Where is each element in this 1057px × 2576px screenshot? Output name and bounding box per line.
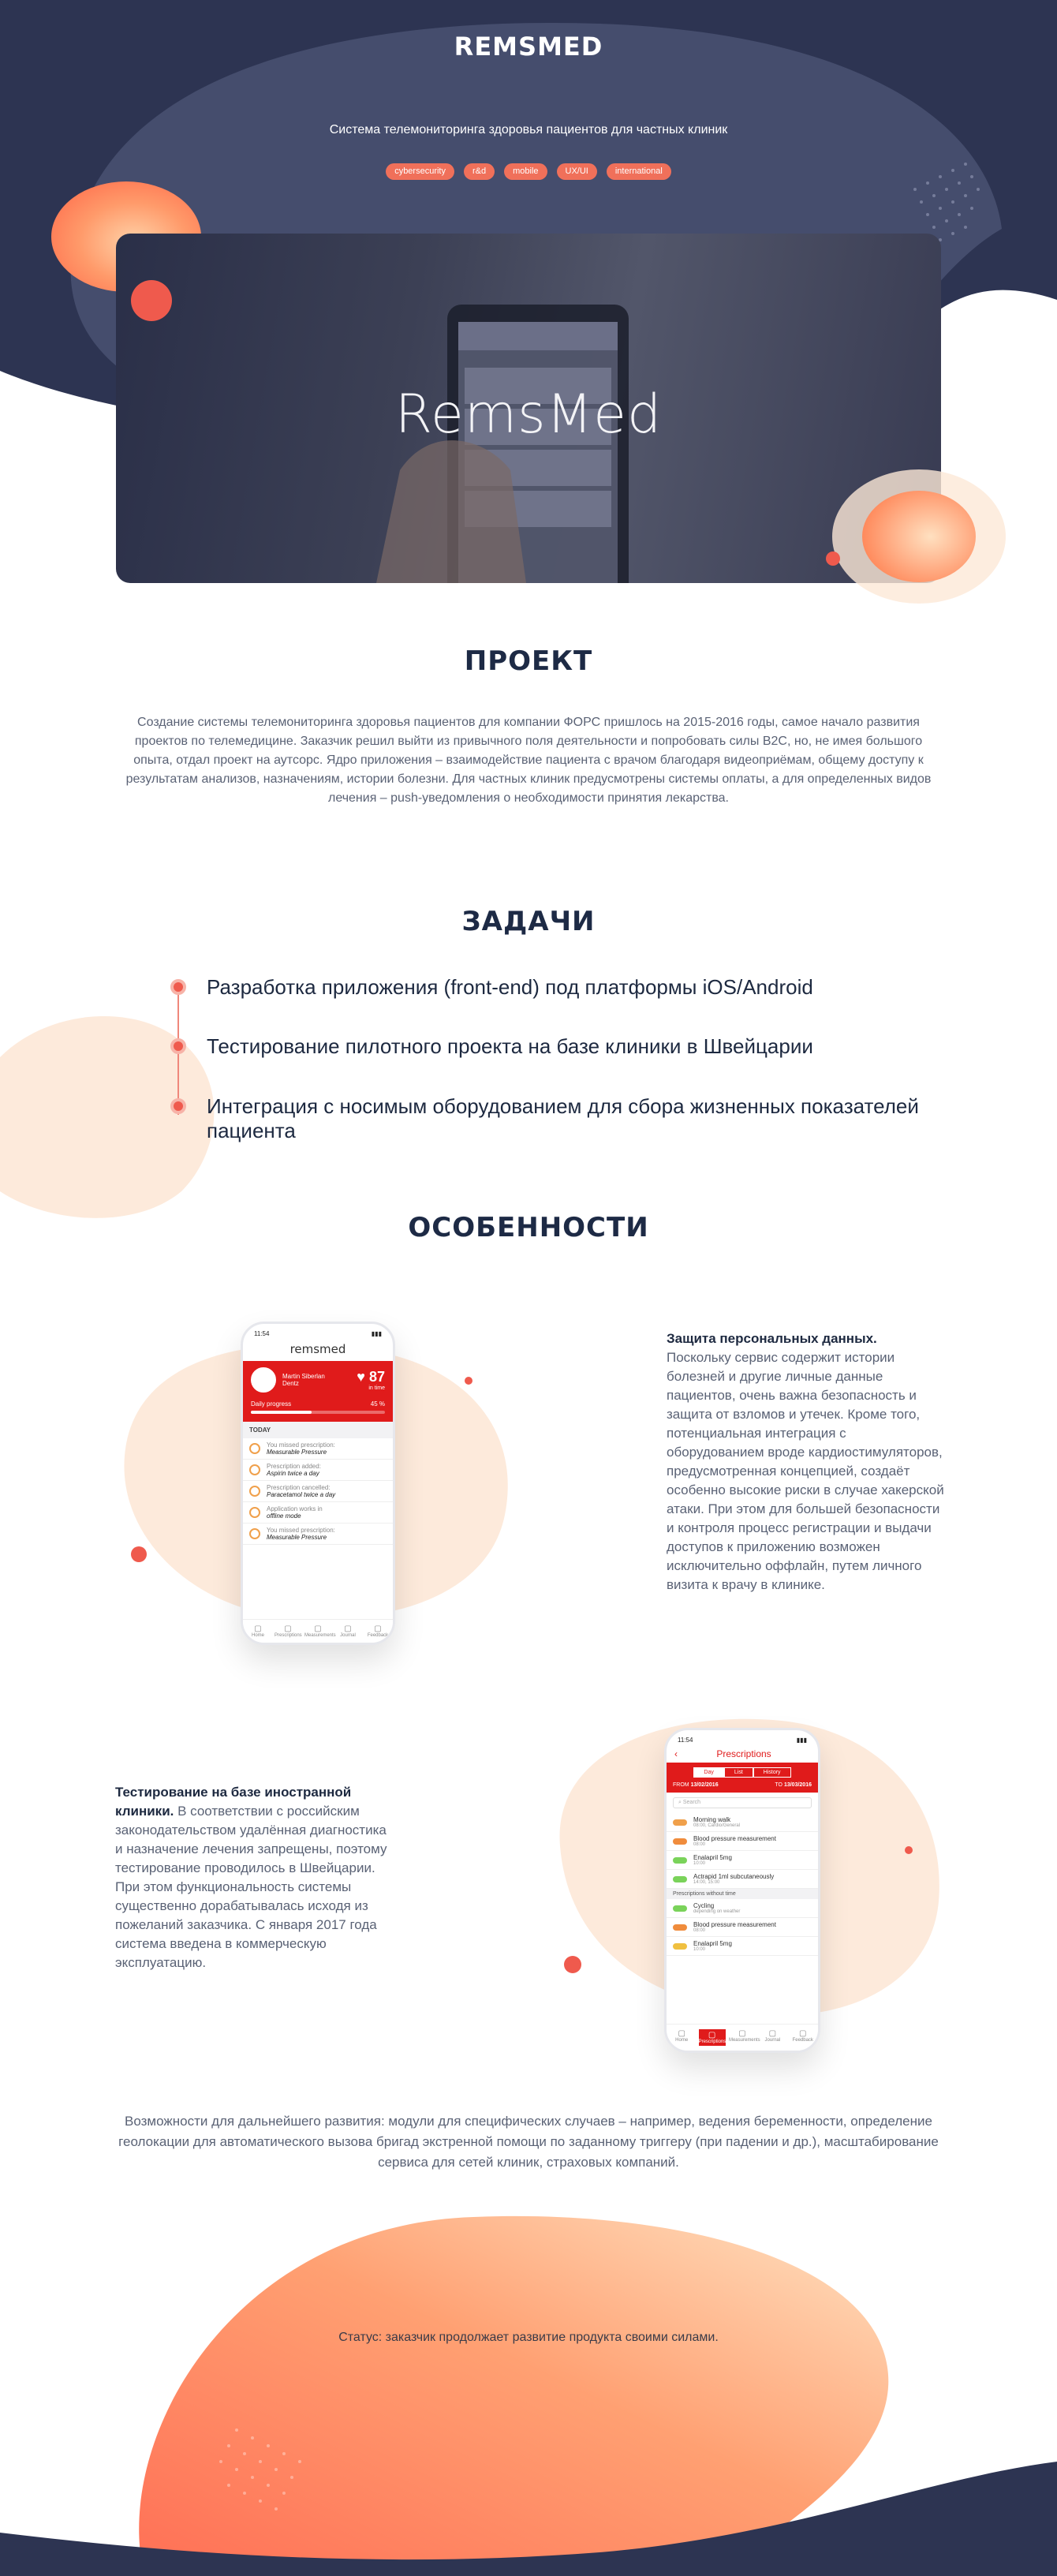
orange-blob-right [820,465,1010,608]
tab-list[interactable]: List [724,1767,753,1778]
pill-icon [673,1876,687,1882]
search-input[interactable] [673,1797,812,1808]
nav-icon: ▢ [678,2029,685,2038]
list-item-title: Enalapril 5mg [693,1854,732,1861]
nav-item-prescriptions[interactable] [275,1624,301,1638]
nav-label: Measurements [304,1633,336,1638]
feature-security [667,1329,947,1595]
status-text: Статус: заказчик продолжает развитие продукта своими силами. [338,2331,719,2344]
list-item-subtitle: Paracetamol twice a day [267,1491,336,1498]
screen-title: Prescriptions [716,1748,771,1759]
hero-image-title: RemsMed [394,383,663,446]
list-item-subtitle: Measurable Pressure [267,1534,327,1541]
list-item-title: You missed prescription: [267,1441,335,1449]
hero-image [116,234,941,583]
nav-item-feedback[interactable] [790,2029,816,2046]
nav-icon: ▢ [284,1624,292,1633]
list-item-subtitle: 14:00, 15:00 [693,1880,720,1885]
feature-security-title: Защита персональных данных. [667,1331,877,1346]
list-item[interactable] [667,1851,818,1870]
nav-label: Journal [764,2038,781,2043]
task-text: Тестирование пилотного проекта на базе клиники в Швейцарии [207,1034,813,1058]
to-label: TO [775,1782,782,1788]
list-item-title: Prescription added: [267,1463,321,1470]
phone-mockup-prescriptions [664,1728,820,2053]
list-item-title: Application works in [267,1505,323,1512]
clock-icon [249,1528,260,1539]
list-item[interactable] [667,1870,818,1889]
clock-icon [249,1486,260,1497]
tag-cybersecurity[interactable]: cybersecurity [386,163,454,180]
list-item-subtitle: 08:00 [693,1842,706,1847]
nav-label: Feedback [367,1633,389,1638]
nav-label: Prescriptions [698,2039,726,2044]
nav-item-home[interactable] [668,2029,695,2046]
progress-fill [251,1411,312,1414]
list-item-subtitle: Measurable Pressure [267,1449,327,1456]
tab-history[interactable]: History [753,1767,791,1778]
list-item[interactable] [243,1502,393,1524]
task-bullet [170,1098,186,1114]
list-item[interactable] [243,1524,393,1545]
clock-icon [249,1443,260,1454]
progress-value: 45 % [370,1400,385,1408]
avatar [251,1367,276,1393]
hero-subtitle: Система телемониторинга здоровья пациентов для частных клиник [329,123,728,136]
nav-item-feedback[interactable] [364,1624,391,1638]
tag-ux-ui[interactable]: UX/UI [557,163,597,180]
nav-icon: ▢ [374,1624,382,1633]
task-item [170,975,959,1000]
nav-item-journal[interactable] [759,2029,786,2046]
tag-rnd[interactable]: r&d [464,163,495,180]
from-date[interactable]: 13/02/2016 [690,1782,719,1788]
list-item[interactable] [667,1899,818,1918]
list-item[interactable] [243,1460,393,1481]
project-title: ПРОЕКТ [464,645,593,677]
nav-icon: ▢ [314,1624,322,1633]
nav-icon: ▢ [768,2029,777,2038]
today-header: TODAY [243,1422,393,1438]
nav-item-measurements[interactable] [728,2029,760,2046]
list-item[interactable] [667,1937,818,1956]
tag-list [0,163,1057,180]
list-item[interactable] [243,1481,393,1502]
project-description: Создание системы телемониторинга здоровья пациентов для компании ФОРС пришлось на 2015-2016 годы, самое начало развития проектов по телемедицине. Заказчик решил выйти из привычного поля деятельности и попробовать силы B2C, но, не имея большого опыта, отдал проект на аутсорс. Ядро приложения – взаимодействие пациента с врачом благодаря видеоприёмам, общему доступу к результатам анализов, назначениям, истории болезни. Для частных клиник предусмотрены системы оплаты, а для определенных видов лечения – push-уведомления о необходимости принятия лекарства. [125,716,932,805]
list-item-subtitle: 10:00 [693,1861,706,1866]
tasks-title: ЗАДАЧИ [461,906,596,937]
nav-label: Home [675,2038,689,2043]
list-item-title: Blood pressure measurement [693,1921,776,1928]
list-item-subtitle: 08:00, Cardio/General [693,1823,741,1828]
bottom-nav [243,1619,393,1643]
pill-icon [673,1838,687,1845]
status-time: 11:54 [678,1737,693,1744]
pill-icon [673,1905,687,1912]
task-item [170,1094,959,1143]
to-date[interactable]: 13/03/2016 [783,1782,812,1788]
pill-icon [673,1857,687,1864]
list-item-title: Morning walk [693,1816,731,1823]
battery-icon: ▮▮▮ [371,1330,382,1337]
clock-icon [249,1507,260,1518]
feature-testing-text: В соответствии с российским законодательством удалённая диагностика и назначение лечения запрещены, поэтому тестирование проводилось в Швейцарии. При этом функциональность системы существенно дорабатывалась исходя из пожеланий заказчика. С января 2017 года система введена в коммерческую эксплуатацию. [115,1804,387,1970]
list-item-title: You missed prescription: [267,1527,335,1534]
list-item-title: Prescription cancelled: [267,1484,331,1491]
search-placeholder: Search [682,1800,701,1805]
tab-day[interactable]: Day [693,1767,723,1778]
pill-icon [673,1924,687,1931]
future-development-text: Возможности для дальнейшего развития: модули для специфических случаев – например, ведения беременности, определение геолокации для автоматического вызова бригад экстренной помощи по заданному триггеру (при падении и др.), масштабирование сервиса для сетей клиник, страховых компаний. [118,2114,939,2170]
nav-label: Prescriptions [275,1633,302,1638]
pill-icon [673,1819,687,1826]
feature-security-text: Поскольку сервис содержит истории болезней и другие личные данные пациентов, очень важна безопасность и защита от взломов и утечек. Кроме того, потенциальная интеграция с оборудованием вроде кардиостимуляторов, предусмотренная концепцией, создаёт особенно высокие риски в случае хакерской атаки. При этом для большей безопасности и контроля процесс регистрации и выдачи доступов к приложению возможен исключительно оффлайн, путем личного визита к врачу в клинике. [667,1350,944,1592]
list-item-subtitle: 08:00 [693,1928,706,1933]
back-arrow-icon[interactable]: ‹ [674,1748,678,1759]
clock-icon [249,1464,260,1475]
list-item[interactable] [667,1832,818,1851]
features-title: ОСОБЕННОСТИ [408,1212,649,1243]
feature-testing-title: Тестирование на базе иностранной клиники. [115,1785,352,1819]
list-item-title: Enalapril 5mg [693,1940,732,1947]
tag-international[interactable]: international [607,163,671,180]
nav-icon: ▢ [254,1624,262,1633]
progress-track [251,1411,385,1414]
nav-icon: ▢ [799,2029,807,2038]
list-item-title: Blood pressure measurement [693,1835,776,1842]
nav-label: Feedback [792,2038,813,2043]
user-name: Martin Siberlan Dentz [282,1373,325,1387]
footer-background [0,2193,1057,2576]
nav-item-journal[interactable] [334,1624,361,1638]
score-value: 87 [368,1369,385,1385]
prescription-list [667,1813,818,1889]
nav-item-measurements[interactable] [304,1624,336,1638]
feature-testing [115,1783,391,1972]
heart-icon: ♥ [357,1369,365,1385]
nav-icon: ▢ [344,1624,352,1633]
task-item [170,1034,959,1059]
nav-label: Home [251,1633,264,1638]
phone-mockup-dashboard [241,1322,395,1645]
nav-item-home[interactable] [245,1624,271,1638]
score-label: in time [368,1385,385,1391]
list-item-subtitle: Aspirin twice a day [267,1470,319,1477]
search-icon: ⌕ [678,1800,682,1805]
pill-icon [673,1943,687,1950]
section-header: Prescriptions without time [667,1889,818,1899]
bottom-nav [667,2024,818,2051]
list-item[interactable] [243,1438,393,1460]
task-bullet [170,1038,186,1054]
list-item-subtitle: depending on weather [693,1909,741,1914]
nav-icon: ▢ [708,2031,716,2039]
nav-label: Journal [340,1633,356,1638]
tag-mobile[interactable]: mobile [504,163,547,180]
list-item-subtitle: offline mode [267,1512,301,1520]
profile-card [243,1361,393,1422]
date-filter [667,1763,818,1793]
task-bullet [170,979,186,995]
brand-title: REMSMED [454,32,603,62]
list-item[interactable] [667,1918,818,1937]
list-item[interactable] [667,1813,818,1832]
nav-label: Measurements [728,2038,760,2043]
nav-item-prescriptions[interactable] [699,2029,726,2046]
progress-label: Daily progress [251,1400,292,1408]
status-time: 11:54 [254,1330,270,1337]
list-item-title: Cycling [693,1902,715,1909]
prescription-list-untimed [667,1899,818,1956]
list-item-title: Actrapid 1ml subcutaneously [693,1873,775,1880]
task-text: Разработка приложения (front-end) под платформы iOS/Android [207,975,813,999]
task-text: Интеграция с носимым оборудованием для сбора жизненных показателей пациента [207,1094,919,1142]
notification-list [243,1438,393,1545]
from-label: FROM [673,1782,689,1788]
list-item-subtitle: 10:00 [693,1947,706,1952]
nav-icon: ▢ [738,2029,746,2038]
battery-icon: ▮▮▮ [796,1737,807,1744]
app-logo: remsmed [289,1342,346,1356]
